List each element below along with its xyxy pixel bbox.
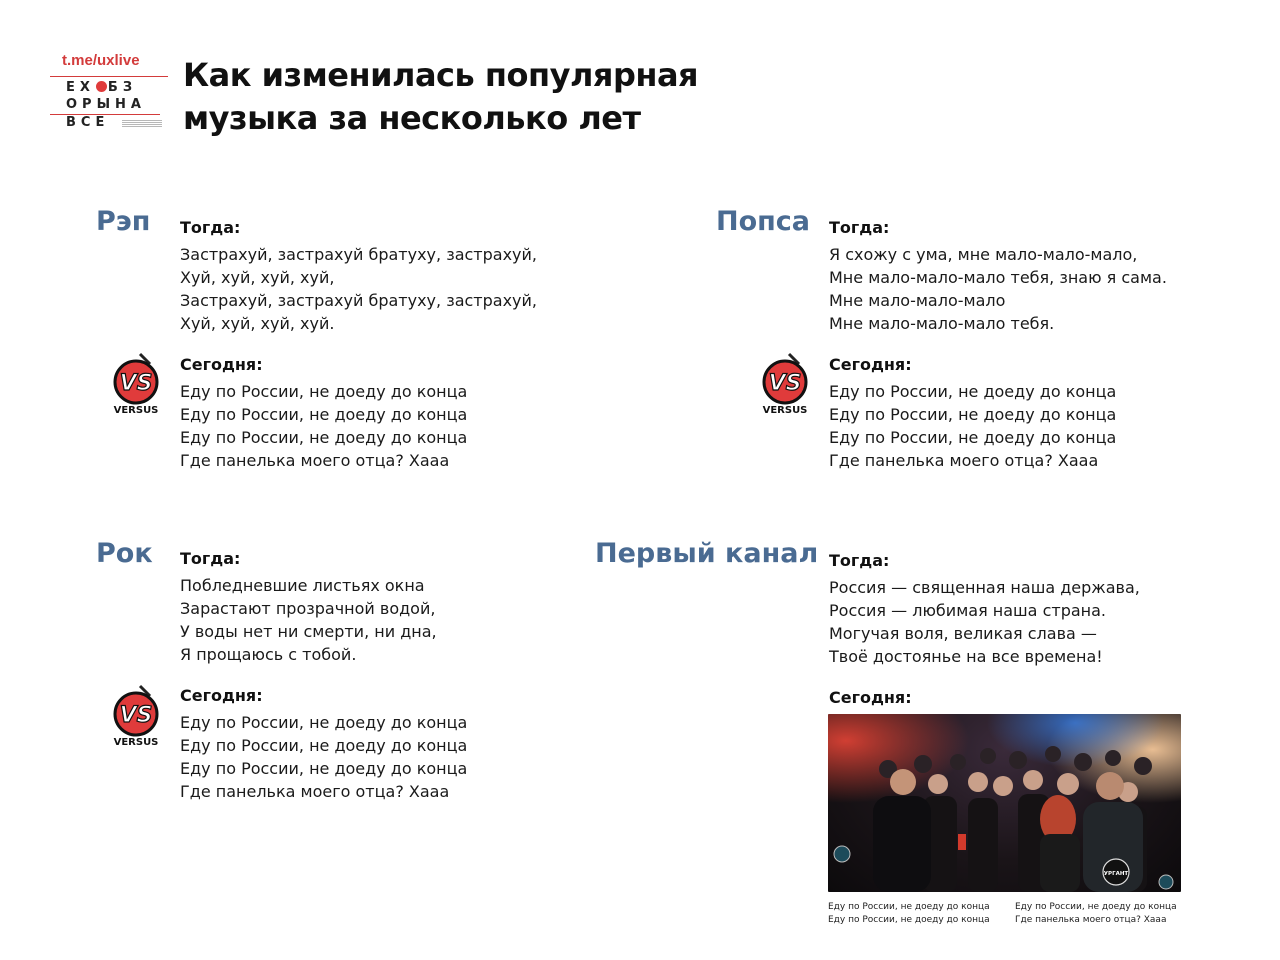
logo-url[interactable]: t.me/uxlive <box>62 52 140 69</box>
lyric-line: Где панелька моего отца? Хааа <box>829 451 1099 470</box>
today-label: Сегодня: <box>180 686 263 705</box>
lyric-line: Мне мало-мало-мало тебя. <box>829 314 1055 333</box>
today-lyrics <box>829 380 1249 472</box>
photo-badge-text: УРГАНТ <box>1103 871 1129 877</box>
lyric-line: Еду по России, не доеду до конца <box>180 736 468 755</box>
caption-line: Еду по России, не доеду до конца <box>1015 902 1177 912</box>
lyric-line: Побледневшие листьях окна <box>180 576 425 595</box>
lyric-line: Еду по России, не доеду до конца <box>180 428 468 447</box>
section-rap <box>180 216 600 472</box>
logo-row-3: ВСЕ <box>66 115 110 130</box>
section-rock <box>180 547 600 803</box>
genre-rap: Рэп <box>96 206 151 237</box>
battle-photo <box>828 714 1181 892</box>
today-label: Сегодня: <box>180 355 263 374</box>
logo-dot <box>96 81 107 92</box>
then-lyrics <box>180 243 600 335</box>
svg-text:VS: VS <box>119 371 153 396</box>
svg-text:VERSUS: VERSUS <box>762 405 808 416</box>
logo-fine-print <box>122 120 162 128</box>
lyric-line: Я прощаюсь с тобой. <box>180 645 357 664</box>
lyric-line: Еду по России, не доеду до конца <box>180 405 468 424</box>
title-line-2: музыка за несколько лет <box>183 99 641 137</box>
logo-row-1: ЕХ БЗ <box>66 80 138 95</box>
lyric-line: Застрахуй, застрахуй братуху, застрахуй, <box>180 291 537 310</box>
lyric-line: Еду по России, не доеду до конца <box>180 759 468 778</box>
lyric-line: Зарастают прозрачной водой, <box>180 599 436 618</box>
section-pop <box>829 216 1249 472</box>
lyric-line: Мне мало-мало-мало <box>829 291 1006 310</box>
versus-logo <box>110 352 162 416</box>
lyric-line: Мне мало-мало-мало тебя, знаю я сама. <box>829 268 1167 287</box>
lyric-line: Еду по России, не доеду до конца <box>829 405 1117 424</box>
then-lyrics <box>829 576 1249 668</box>
lyric-line: Еду по России, не доеду до конца <box>829 382 1117 401</box>
svg-text:VERSUS: VERSUS <box>113 737 159 748</box>
lyric-line: Застрахуй, застрахуй братуху, застрахуй, <box>180 245 537 264</box>
section-channel-one <box>829 549 1249 710</box>
then-label: Тогда: <box>180 218 241 237</box>
lyric-line: У воды нет ни смерти, ни дна, <box>180 622 437 641</box>
today-lyrics <box>180 380 600 472</box>
lyric-line: Еду по России, не доеду до конца <box>180 713 468 732</box>
lyric-line: Где панелька моего отца? Хааа <box>180 782 450 801</box>
lyric-line: Где панелька моего отца? Хааа <box>180 451 450 470</box>
lyric-line: Могучая воля, великая слава — <box>829 624 1097 643</box>
today-lyrics <box>180 711 600 803</box>
caption-line: Еду по России, не доеду до конца <box>828 915 990 925</box>
logo-row-2: ОРЫНА <box>66 97 146 112</box>
page-title <box>183 54 783 140</box>
versus-logo <box>110 684 162 748</box>
then-lyrics <box>829 243 1249 335</box>
lyric-line: Россия — любимая наша страна. <box>829 601 1106 620</box>
logo-line <box>50 76 168 77</box>
then-label: Тогда: <box>829 218 890 237</box>
svg-text:VS: VS <box>768 371 802 396</box>
svg-text:VS: VS <box>119 703 153 728</box>
then-label: Тогда: <box>829 551 890 570</box>
genre-pop: Попса <box>716 206 811 237</box>
then-label: Тогда: <box>180 549 241 568</box>
then-lyrics <box>180 574 600 666</box>
lyric-line: Хуй, хуй, хуй, хуй, <box>180 268 335 287</box>
genre-channel-one: Первый канал <box>595 538 819 569</box>
today-label: Сегодня: <box>829 355 912 374</box>
caption-left <box>828 901 990 927</box>
genre-rock: Рок <box>96 538 153 569</box>
lyric-line: Я схожу с ума, мне мало-мало-мало, <box>829 245 1138 264</box>
lyric-line: Еду по России, не доеду до конца <box>180 382 468 401</box>
lyric-line: Твоё достоянье на все времена! <box>829 647 1103 666</box>
channel-logo <box>50 52 166 134</box>
caption-line: Еду по России, не доеду до конца <box>828 902 990 912</box>
title-line-1: Как изменилась популярная <box>183 56 699 94</box>
today-label: Сегодня: <box>829 688 912 707</box>
lyric-line: Еду по России, не доеду до конца <box>829 428 1117 447</box>
lyric-line: Россия — священная наша держава, <box>829 578 1140 597</box>
caption-right <box>1015 901 1177 927</box>
versus-logo <box>759 352 811 416</box>
svg-text:VERSUS: VERSUS <box>113 405 159 416</box>
caption-line: Где панелька моего отца? Хааа <box>1015 915 1167 925</box>
lyric-line: Хуй, хуй, хуй, хуй. <box>180 314 335 333</box>
battle-photo-illustration <box>828 714 1181 892</box>
